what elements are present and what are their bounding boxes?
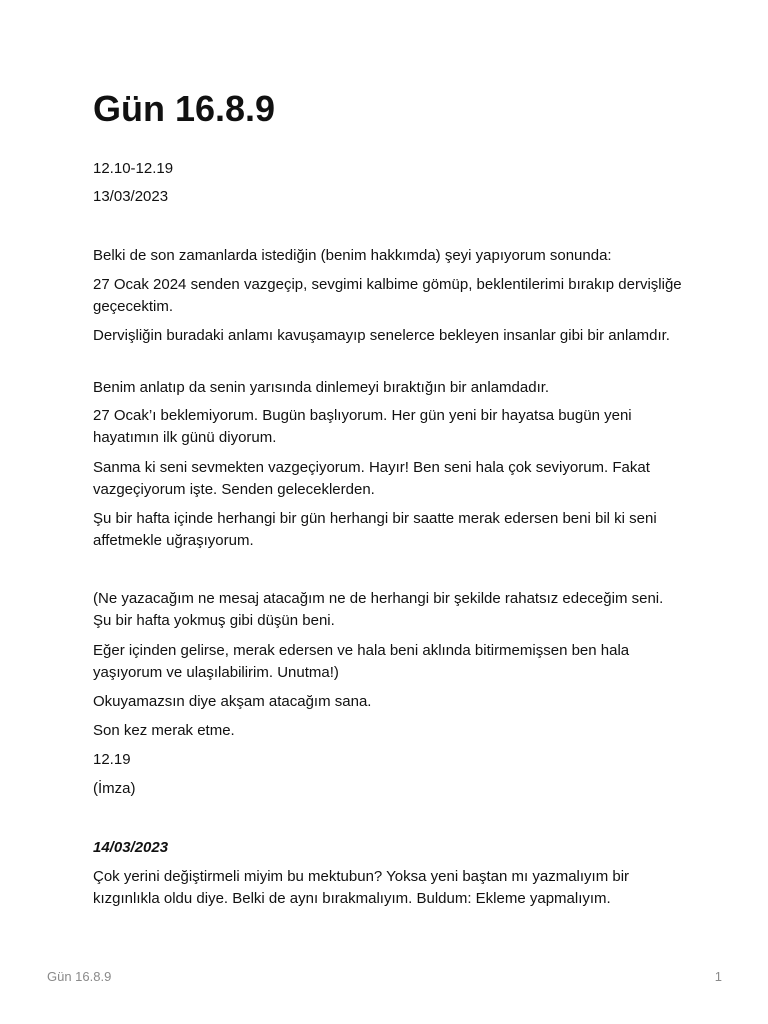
paragraph: Eğer içinden gelirse, merak edersen ve hala beni aklında bitirmemişsen ben hala yaşıyorum ve ulaşılabilirim. Unutma!) bbox=[93, 642, 630, 681]
paragraph: Şu bir hafta içinde herhangi bir gün herhangi bir saatte merak edersen beni bil ki seni affetmekle uğraşıyorum. bbox=[93, 510, 657, 549]
paragraph: (Ne yazacağım ne mesaj atacağım ne de herhangi bir şekilde rahatsız edeceğim seni. Şu bir hafta yokmuş gibi düşün beni. bbox=[93, 590, 664, 629]
time-range: 12.10-12.19 bbox=[93, 160, 174, 177]
signature-time: 12.19 bbox=[93, 751, 131, 768]
paragraph: Dervişliğin buradaki anlamı kavuşamayıp senelerce bekleyen insanlar gibi bir anlamdır. bbox=[93, 327, 670, 344]
document-title: Gün 16.8.9 bbox=[93, 88, 276, 129]
paragraph: Belki de son zamanlarda istediğin (benim hakkımda) şeyi yapıyorum sonunda: bbox=[93, 247, 612, 264]
footer-title: Gün 16.8.9 bbox=[47, 969, 112, 984]
paragraph: Benim anlatıp da senin yarısında dinlemeyi bıraktığın bir anlamdadır. bbox=[93, 379, 550, 396]
paragraph: 27 Ocak’ı beklemiyorum. Bugün başlıyorum. Her gün yeni bir hayatsa bugün yeni hayatımın ilk günü diyorum. bbox=[93, 407, 632, 446]
second-entry-date: 14/03/2023 bbox=[93, 839, 169, 856]
paragraph: Sanma ki seni sevmekten vazgeçiyorum. Hayır! Ben seni hala çok seviyorum. Fakat vazgeçiyorum işte. Senden geleceklerden. bbox=[93, 459, 650, 498]
paragraph: Çok yerini değiştirmeli miyim bu mektubun? Yoksa yeni baştan mı yazmalıyım bir kızgınlıkla oldu diye. Belki de aynı bırakmalıyım. Buldum: Ekleme yapmalıyım. bbox=[93, 868, 630, 907]
paragraph: Son kez merak etme. bbox=[93, 722, 235, 739]
signature: (İmza) bbox=[93, 780, 136, 797]
paragraph: 27 Ocak 2024 senden vazgeçip, sevgimi kalbime gömüp, beklentilerimi bırakıp dervişliğe geçecektim. bbox=[93, 276, 682, 315]
paragraph: Okuyamazsın diye akşam atacağım sana. bbox=[93, 693, 372, 710]
entry-date: 13/03/2023 bbox=[93, 188, 169, 205]
page-number: 1 bbox=[714, 969, 722, 984]
